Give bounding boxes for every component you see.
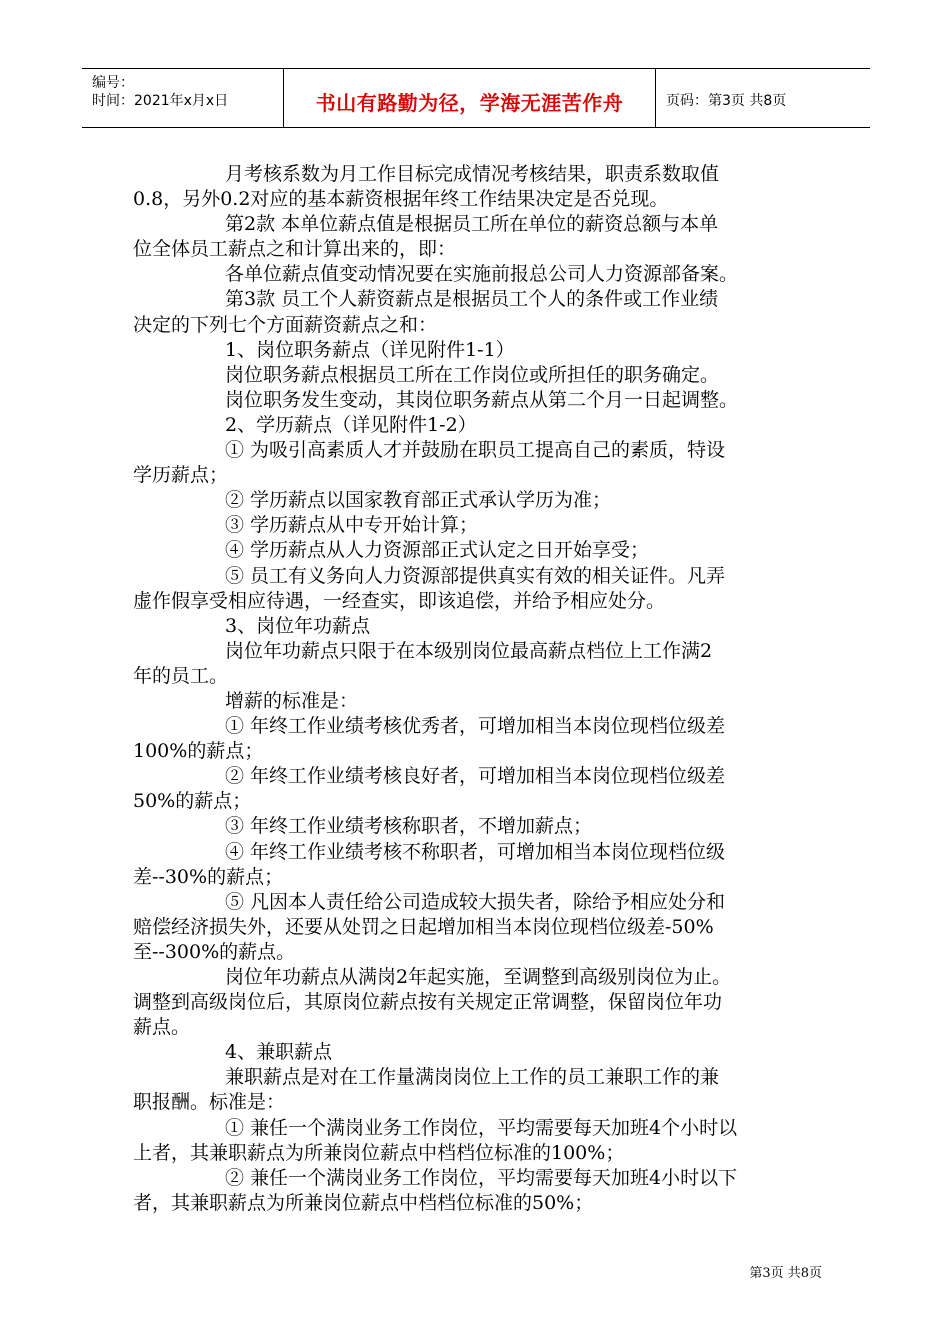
body-line: ⑤ 凡因本人责任给公司造成较大损失者，除给予相应处分和 — [225, 890, 726, 913]
body-line: ② 学历薪点以国家教育部正式承认学历为准； — [225, 489, 612, 512]
body-line: ⑤ 员工有义务向人力资源部提供真实有效的相关证件。凡弄 — [225, 564, 726, 587]
body-line: 至--300%的薪点。 — [133, 940, 296, 963]
document-date: 时间：2021年x月x日 — [92, 93, 229, 109]
body-line: ② 年终工作业绩考核良好者，可增加相当本岗位现档位级差 — [225, 765, 726, 788]
body-line: 职报酬。标准是： — [133, 1091, 286, 1114]
body-line: ④ 年终工作业绩考核不称职者，可增加相当本岗位现档位级 — [225, 840, 726, 863]
body-line: 调整到高级岗位后，其原岗位薪点按有关规定正常调整，保留岗位年功 — [133, 991, 723, 1014]
body-line: 2、学历薪点（详见附件1-2） — [225, 413, 477, 436]
document-number-label: 编号： — [92, 75, 134, 91]
document-header — [82, 68, 870, 128]
body-line: 决定的下列七个方面薪资薪点之和： — [133, 313, 438, 336]
body-line: 上者，其兼职薪点为所兼岗位薪点中档档位标准的100%； — [133, 1141, 625, 1164]
body-line: 1、岗位职务薪点（详见附件1-1） — [225, 338, 515, 361]
body-line: 4、兼职薪点 — [225, 1041, 333, 1064]
body-line: 者，其兼职薪点为所兼岗位薪点中档档位标准的50%； — [133, 1191, 594, 1214]
body-line: 0.8，另外0.2对应的基本薪资根据年终工作结果决定是否兑现。 — [133, 188, 669, 211]
body-line: 虚作假享受相应待遇，一经查实，即该追偿，并给予相应处分。 — [133, 589, 666, 612]
header-motto-cell — [284, 69, 656, 127]
body-line: 增薪的标准是： — [225, 689, 359, 712]
body-line: 兼职薪点是对在工作量满岗岗位上工作的员工兼职工作的兼 — [225, 1066, 720, 1089]
body-line: 年的员工。 — [133, 664, 229, 687]
body-line: 岗位职务发生变动，其岗位职务薪点从第二个月一日起调整。 — [225, 388, 739, 411]
body-line: 位全体员工薪点之和计算出来的，即： — [133, 238, 457, 261]
header-meta-cell — [82, 69, 284, 127]
body-line: 100%的薪点； — [133, 740, 264, 763]
header-page-info: 页码：第3页 共8页 — [666, 93, 787, 109]
body-line: ② 兼任一个满岗业务工作岗位，平均需要每天加班4小时以下 — [225, 1166, 738, 1189]
body-line: 3、岗位年功薪点 — [225, 614, 371, 637]
body-line: 学历薪点； — [133, 464, 229, 487]
body-line: 差--30%的薪点； — [133, 865, 284, 888]
body-line: ① 年终工作业绩考核优秀者，可增加相当本岗位现档位级差 — [225, 715, 726, 738]
body-line: 第2款 本单位薪点值是根据员工所在单位的薪资总额与本单 — [225, 213, 719, 236]
body-line: ③ 学历薪点从中专开始计算； — [225, 514, 479, 537]
body-line: 岗位职务薪点根据员工所在工作岗位或所担任的职务确定。 — [225, 363, 720, 386]
header-page-cell — [656, 69, 870, 127]
body-line: ① 为吸引高素质人才并鼓励在职员工提高自己的素质，特设 — [225, 439, 726, 462]
body-line: 各单位薪点值变动情况要在实施前报总公司人力资源部备案。 — [225, 263, 739, 286]
body-line: ④ 学历薪点从人力资源部正式认定之日开始享受； — [225, 539, 650, 562]
body-line: ③ 年终工作业绩考核称职者，不增加薪点； — [225, 815, 593, 838]
body-line: 月考核系数为月工作目标完成情况考核结果，职责系数取值 — [225, 163, 720, 185]
header-motto: 书山有路勤为径，学海无涯苦作舟 — [315, 91, 624, 115]
body-line: 50%的薪点； — [133, 790, 252, 813]
document-body — [133, 162, 823, 1216]
body-line: 第3款 员工个人薪资薪点是根据员工个人的条件或工作业绩 — [225, 288, 719, 311]
body-line: 赔偿经济损失外，还要从处罚之日起增加相当本岗位现档位级差-50% — [133, 915, 714, 938]
body-line: 岗位年功薪点只限于在本级别岗位最高薪点档位上工作满2 — [225, 639, 713, 662]
body-line: ① 兼任一个满岗业务工作岗位，平均需要每天加班4个小时以 — [225, 1116, 738, 1139]
body-line: 薪点。 — [133, 1016, 191, 1039]
body-line: 岗位年功薪点从满岗2年起实施，至调整到高级别岗位为止。 — [225, 966, 732, 988]
footer-page-number: 第3页 共8页 — [749, 1266, 822, 1281]
